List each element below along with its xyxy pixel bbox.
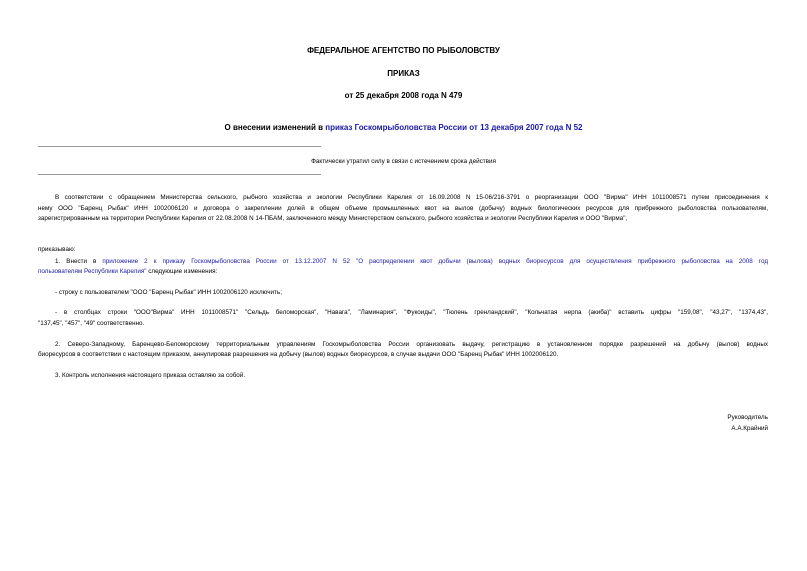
change-exclude-line: - строку с пользователем "ООО "Баренц Рыбак" ИНН 1002006120 исключить;	[55, 289, 282, 296]
signatory-title: Руководитель	[727, 414, 768, 421]
preamble-line: нему ООО "Баренц Рыбак" ИНН 1002006120 и договора о закреплении долей в общем объеме промышленных квот на вылов (добычу) водных биологических ресурсов для прибрежного рыболовства пользователям,	[38, 205, 768, 212]
appendix-link[interactable]: приложение 2 к приказу Госкомрыболовства России от 13.12.2007 N 52 "О распределении квот добычи (вылова) водных биоресурсов для осуществления прибрежного рыболовства на 2008 год	[102, 258, 768, 265]
signatory-name: А.А.Крайний	[731, 425, 768, 432]
date-number-heading: от 25 декабря 2008 года N 479	[344, 91, 463, 100]
subject-prefix: О внесении изменений в	[224, 123, 326, 132]
change-insert-line: "137,45", "457", "49" соответственно.	[38, 320, 145, 327]
top-divider	[38, 146, 321, 147]
order-word: приказываю:	[38, 246, 76, 253]
item-1-prefix: 1. Внести в	[55, 258, 103, 265]
preamble-line: В соответствии с обращением Министерства сельского, рыбного хозяйства и экологии Республики Карелия от 16.09.2008 N 15-06/216-3791 о реорганизации ООО "Вирма" ИНН 1011008571 путем присоединения к	[55, 194, 768, 201]
item-1-line	[55, 257, 768, 268]
preamble-line: зарегистрированным на территории Республики Карелия от 22.08.2008 N 14-ПБАМ, заключенного между Министерством сельского, рыбного хозяйства и экологии Республики Карелия и ООО "Вирма",	[38, 215, 628, 222]
item-2-line: биоресурсов в соответствии с настоящим приказом, аннулировав разрешения на добычу (вылов) водных биоресурсов, в случае выдачи ООО "Баренц Рыбак" ИНН 1002006120.	[38, 351, 559, 358]
item-1-suffix: следующие изменения:	[146, 268, 218, 275]
change-insert-line: - в столбцах строки "ООО"Вирма" ИНН 1011008571" "Сельдь беломорская", "Навага", "Ламинария", "Фукоиды", "Тюлень гренландский", "Кольчатая нерпа (акиба)" вставить цифры "159,08", "43,27", "1374,43",	[55, 309, 768, 316]
agency-heading: ФЕДЕРАЛЬНОЕ АГЕНТСТВО ПО РЫБОЛОВСТВУ	[307, 46, 500, 55]
status-note: Фактически утратил силу в связи с истечением срока действия	[311, 158, 496, 165]
document-type-heading: ПРИКАЗ	[387, 69, 420, 78]
item-3-line: 3. Контроль исполнения настоящего приказа оставляю за собой.	[55, 372, 246, 379]
appendix-link-continued[interactable]: пользователям Республики Карелия"	[38, 268, 147, 275]
item-2-line: 2. Северо-Западному, Баренцево-Беломорскому территориальным управлениям Госкомрыболовства России организовать выдачу, регистрацию в установленном порядке разрешений на добычу (вылов) водных	[55, 341, 768, 348]
item-1-line	[38, 267, 217, 278]
bottom-divider	[38, 174, 321, 175]
subject-link[interactable]: приказ Госкомрыболовства России от 13 декабря 2007 года N 52	[325, 123, 583, 132]
subject-heading	[0, 123, 807, 132]
